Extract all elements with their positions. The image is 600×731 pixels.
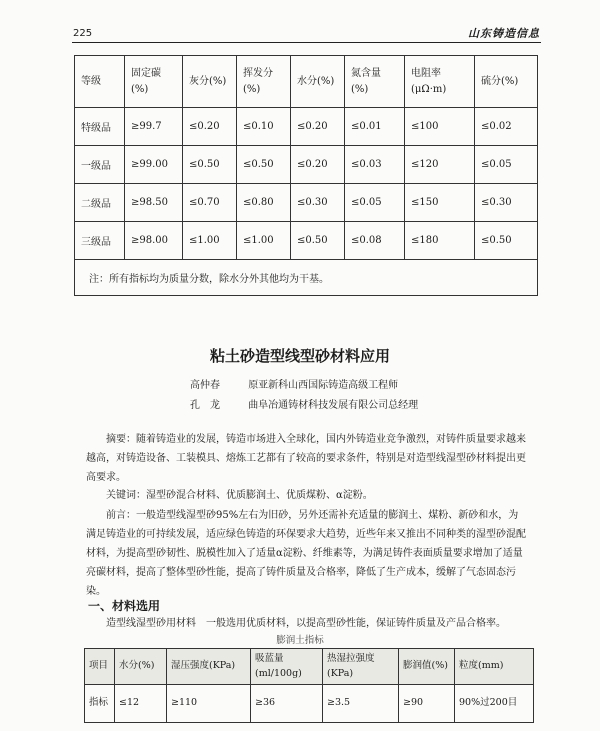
page-number: 225 [73, 28, 93, 39]
table-cell: ≤0.50 [291, 222, 345, 260]
column-header: 水分(%) [291, 56, 345, 108]
table-row [75, 184, 538, 222]
author-line [190, 376, 398, 391]
column-header: 吸蓝量(ml/100g) [251, 649, 323, 685]
table-cell: ≥90 [399, 685, 455, 723]
section-heading: 一、材料选用 [88, 599, 161, 613]
table-cell: ≤12 [115, 685, 167, 723]
table-cell: ≤0.10 [237, 108, 291, 146]
table-cell: 指标 [85, 685, 115, 723]
table-cell: 三级品 [75, 222, 125, 260]
header-rule [72, 42, 541, 43]
column-header: 灰分(%) [183, 56, 237, 108]
table-note: 注：所有指标均为质量分数，除水分外其他均为干基。 [75, 260, 538, 296]
table-cell: ≤0.50 [475, 222, 538, 260]
author-affiliation: 原亚新科山西国际铸造高级工程师 [248, 380, 399, 391]
column-header: 等级 [75, 56, 125, 108]
column-header: 挥发分(%) [237, 56, 291, 108]
table-cell: ≤0.05 [475, 146, 538, 184]
column-header: 膨润值(%) [399, 649, 455, 685]
table-cell: ≤0.50 [237, 146, 291, 184]
table-cell: ≤180 [405, 222, 475, 260]
table-cell: ≤1.00 [237, 222, 291, 260]
author-name: 孔 龙 [190, 400, 220, 411]
table-cell: ≤120 [405, 146, 475, 184]
table-cell: ≤0.20 [183, 108, 237, 146]
table-cell: ≥110 [167, 685, 251, 723]
column-header: 湿压强度(KPa) [167, 649, 251, 685]
section-paragraph: 造型线湿型砂用材料 一般选用优质材料，以提高型砂性能，保证铸件质量及产品合格率。 [106, 618, 506, 629]
column-header: 粒度(mm) [455, 649, 534, 685]
table-cell: 一级品 [75, 146, 125, 184]
table-cell: ≥98.00 [125, 222, 183, 260]
table-cell: ≤0.30 [475, 184, 538, 222]
table-caption: 膨润土指标 [276, 635, 324, 646]
table-cell: ≤0.05 [345, 184, 405, 222]
bentonite-spec-table [84, 648, 534, 723]
table-row [75, 146, 538, 184]
table-cell: 特级品 [75, 108, 125, 146]
table-header-row [75, 56, 538, 108]
author-affiliation: 曲阜冶通铸材科技发展有限公司总经理 [248, 400, 419, 411]
column-header: 氮含量(%) [345, 56, 405, 108]
keywords-paragraph: 关键词：湿型砂混合材料、优质膨润土、优质煤粉、α淀粉。 [106, 490, 373, 501]
column-header: 水分(%) [115, 649, 167, 685]
table-cell: ≤150 [405, 184, 475, 222]
column-header: 电阻率(μΩ·m) [405, 56, 475, 108]
table-note-row [75, 260, 538, 296]
article-title: 粘土砂造型线型砂材料应用 [209, 347, 390, 365]
column-header: 固定碳(%) [125, 56, 183, 108]
table-cell: ≤0.01 [345, 108, 405, 146]
table-cell: ≥3.5 [323, 685, 399, 723]
table-cell: ≤0.20 [291, 146, 345, 184]
table-cell: ≥99.7 [125, 108, 183, 146]
table-row [75, 108, 538, 146]
column-header: 热湿拉强度(KPa) [323, 649, 399, 685]
preface-paragraph: 前言：一般造型线湿型砂95%左右为旧砂，另外还需补充适量的膨润土、煤粉、新砂和水，为满足铸造业的可持续发展，适应绿色铸造的环保要求大趋势，近些年来又推出不同种类的湿型砂混配材料，为提高型砂韧性、脱模性加入了适量α淀粉、纤维素等，为满足铸件表面质量要求增加了适量亮碳材料，提高了整体型砂性能，提高了铸件质量及合格率，降低了生产成本，缓解了气态固态污染。 [86, 510, 526, 597]
table-cell: ≥99.00 [125, 146, 183, 184]
table-cell: ≤0.02 [475, 108, 538, 146]
table-cell: ≤0.50 [183, 146, 237, 184]
table-row [75, 222, 538, 260]
table-cell: ≤0.20 [291, 108, 345, 146]
author-name: 高仲春 [190, 380, 220, 391]
publication-masthead: 山东铸造信息 [468, 27, 540, 40]
author-line [190, 396, 418, 411]
table-cell: ≤0.03 [345, 146, 405, 184]
abstract-paragraph: 摘要：随着铸造业的发展，铸造市场进入全球化，国内外铸造业竞争激烈，对铸件质量要求越来越高，对铸造设备、工装模具、熔炼工艺都有了较高的要求条件，特别是对造型线湿型砂材料提出更高要求。 [86, 434, 526, 483]
table-cell: ≤0.80 [237, 184, 291, 222]
column-header: 硫分(%) [475, 56, 538, 108]
table-cell: ≥36 [251, 685, 323, 723]
column-header: 项目 [85, 649, 115, 685]
table-header-row [85, 649, 534, 685]
table-cell: 90%过200目 [455, 685, 534, 723]
table-cell: ≤0.08 [345, 222, 405, 260]
table-cell: ≤100 [405, 108, 475, 146]
table-cell: ≥98.50 [125, 184, 183, 222]
table-cell: ≤1.00 [183, 222, 237, 260]
table-cell: 二级品 [75, 184, 125, 222]
table-cell: ≤0.30 [291, 184, 345, 222]
graphite-spec-table [74, 55, 538, 296]
table-row [85, 685, 534, 723]
table-cell: ≤0.70 [183, 184, 237, 222]
